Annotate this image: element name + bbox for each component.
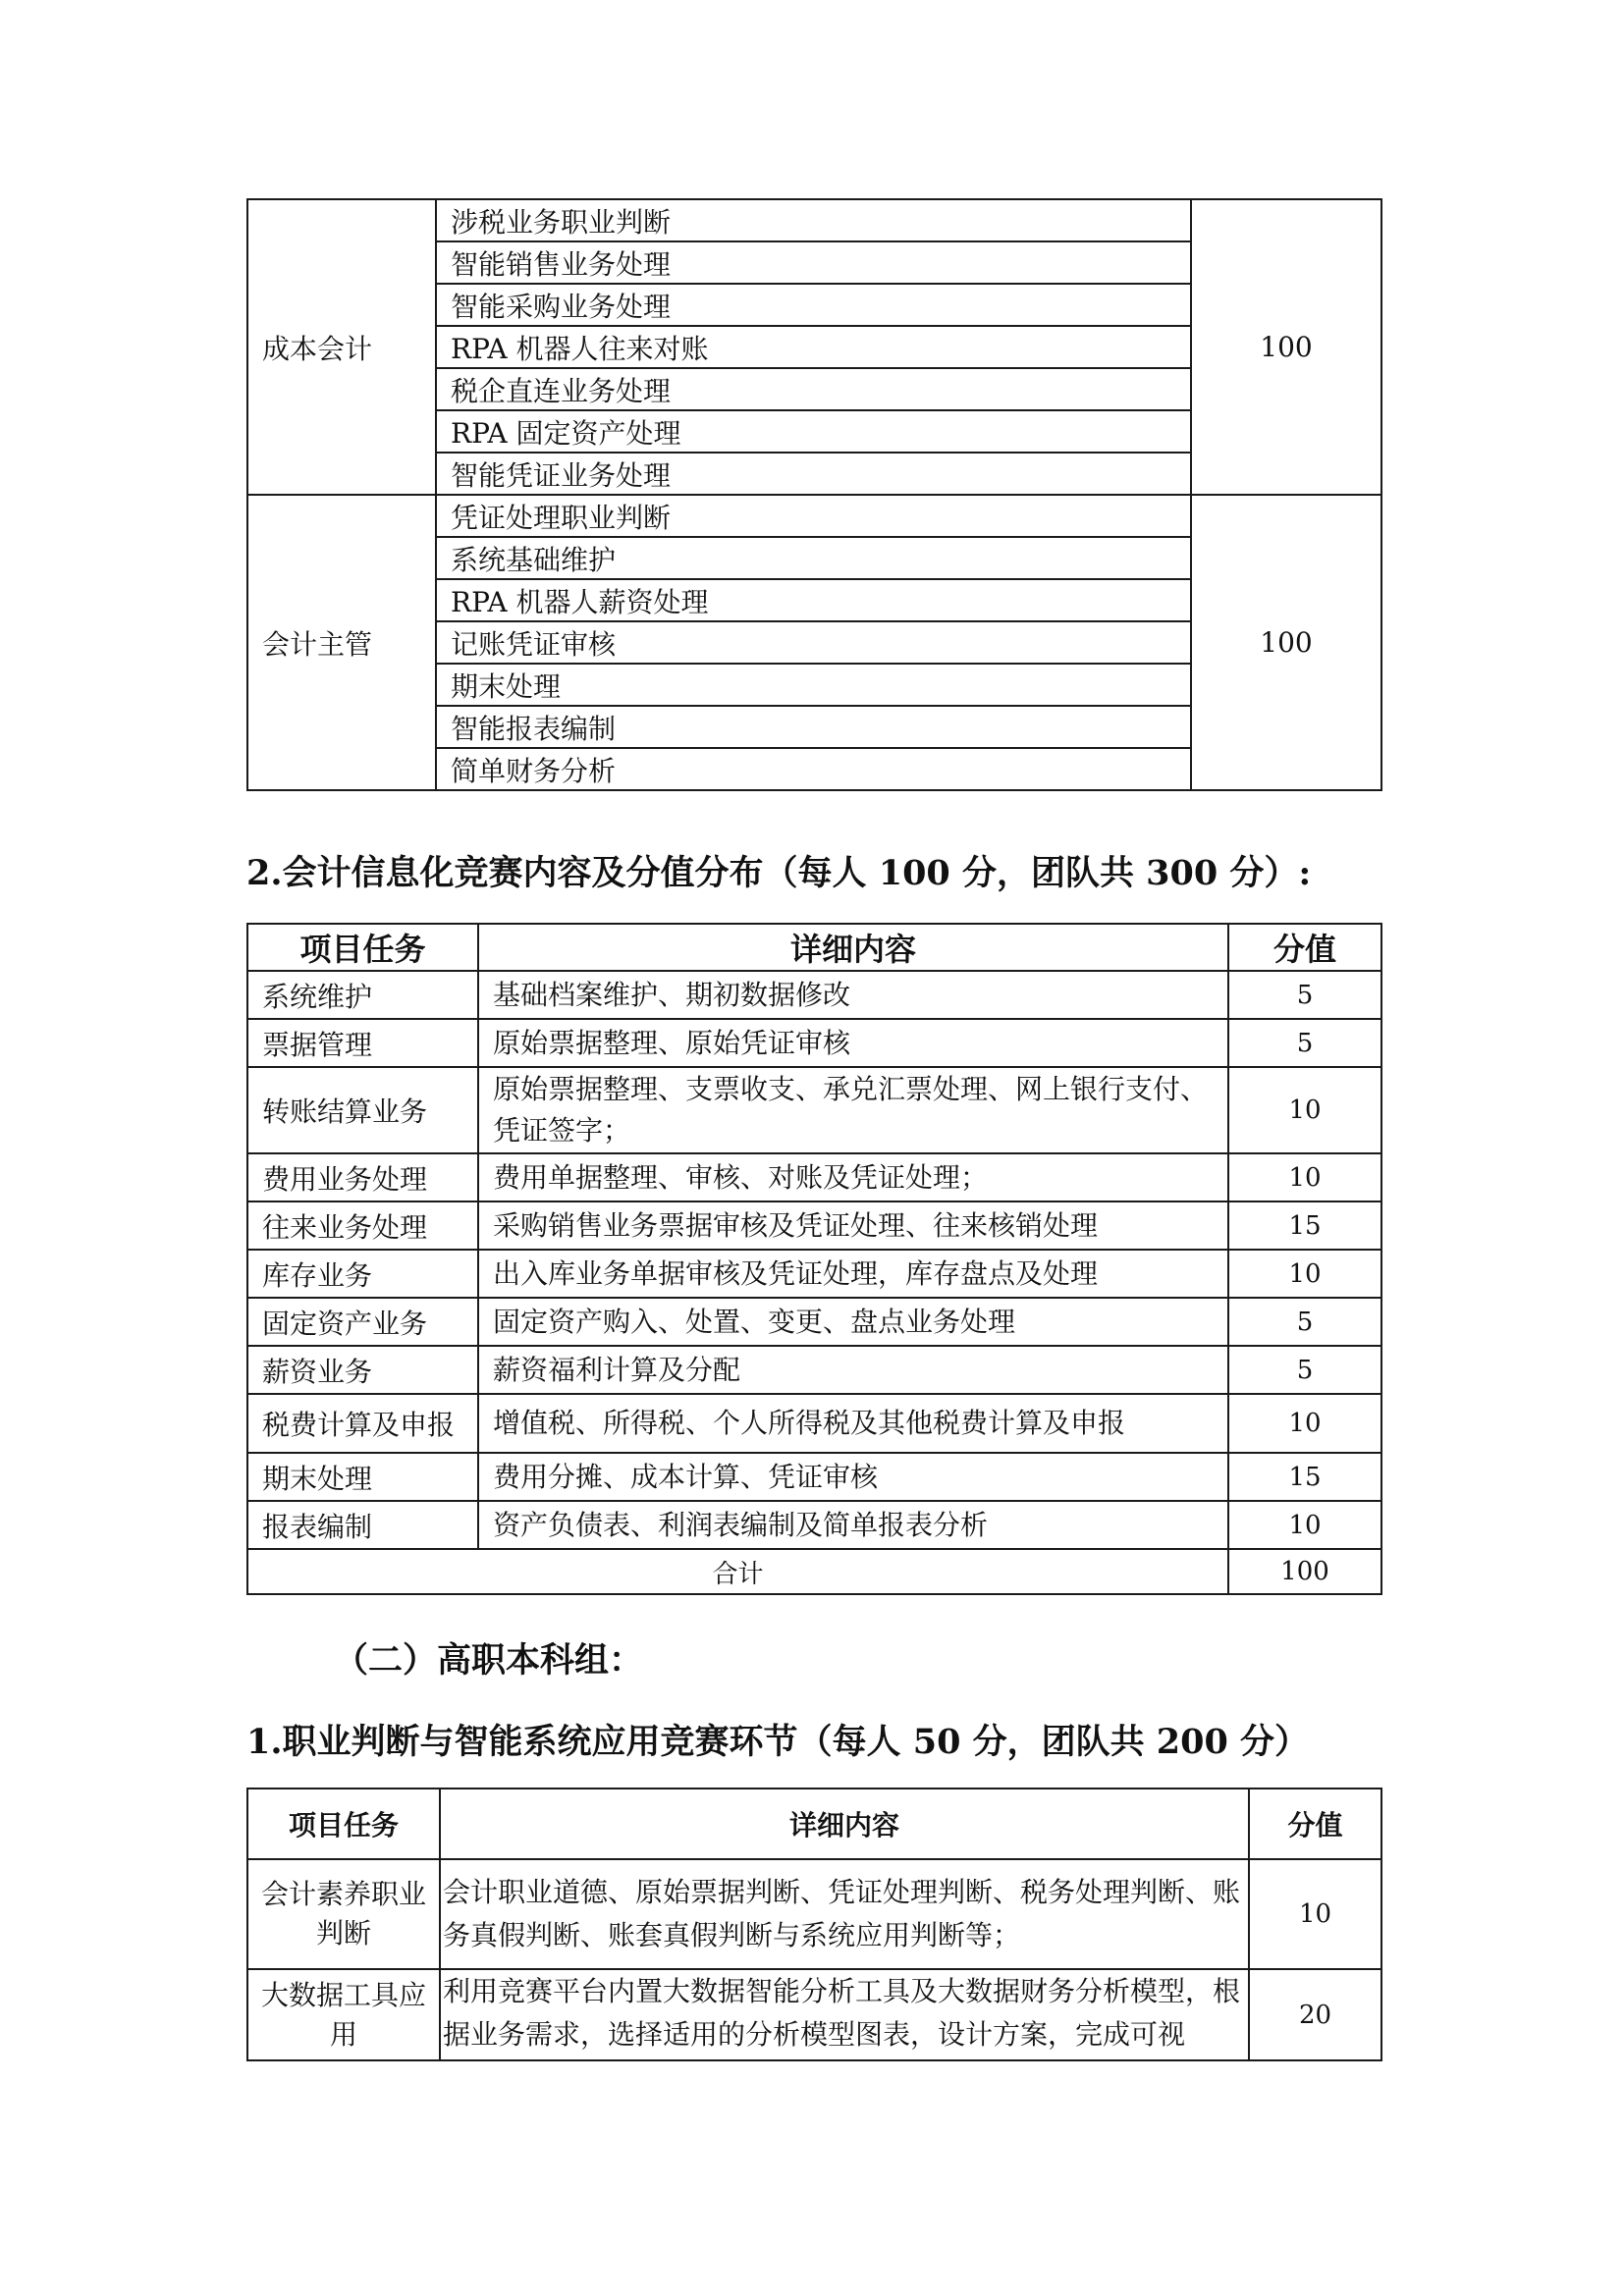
task-cell: RPA 机器人薪资处理 [436,579,1191,621]
score-cell: 15 [1228,1201,1381,1250]
task-cell: 库存业务 [247,1250,478,1298]
header-task: 项目任务 [247,924,478,971]
score-cell: 100 [1191,495,1381,790]
score-cell: 15 [1228,1453,1381,1501]
detail-cell: 增值税、所得税、个人所得税及其他税费计算及申报 [478,1394,1228,1453]
task-cell: 凭证处理职业判断 [436,495,1191,537]
detail-cell: 出入库业务单据审核及凭证处理，库存盘点及处理 [478,1250,1228,1298]
table-header-row [247,924,1381,971]
score-cell: 5 [1228,1346,1381,1394]
score-cell: 10 [1228,1394,1381,1453]
score-cell: 100 [1191,199,1381,495]
table-row [247,1067,1381,1153]
total-label: 合计 [247,1549,1228,1594]
detail-cell: 基础档案维护、期初数据修改 [478,971,1228,1019]
task-cell: 转账结算业务 [247,1067,478,1153]
table-row [247,1153,1381,1201]
detail-cell: 会计职业道德、原始票据判断、凭证处理判断、税务处理判断、账务真假判断、账套真假判断与系统应用判断等； [440,1859,1249,1969]
table-row [247,971,1381,1019]
task-cell: 税费计算及申报 [247,1394,478,1453]
score-cell: 10 [1228,1501,1381,1549]
task-cell: 费用业务处理 [247,1153,478,1201]
header-detail: 详细内容 [478,924,1228,971]
header-score: 分值 [1228,924,1381,971]
table-row [247,1501,1381,1549]
task-cell: 智能销售业务处理 [436,241,1191,284]
task-cell: 简单财务分析 [436,748,1191,790]
task-cell: 期末处理 [247,1453,478,1501]
task-cell: 薪资业务 [247,1346,478,1394]
score-cell: 5 [1228,971,1381,1019]
score-cell: 10 [1249,1859,1381,1969]
detail-cell: 费用单据整理、审核、对账及凭证处理； [478,1153,1228,1201]
section-heading-accounting-informatization: 2.会计信息化竞赛内容及分值分布（每人 100 分，团队共 300 分）: [246,853,1312,893]
score-cell: 10 [1228,1067,1381,1153]
total-score: 100 [1228,1549,1381,1594]
table-row [247,1346,1381,1394]
detail-cell: 原始票据整理、原始凭证审核 [478,1019,1228,1067]
role-task-table [246,198,1382,791]
task-cell: 大数据工具应用 [247,1969,440,2060]
task-cell: 税企直连业务处理 [436,368,1191,410]
task-cell: 期末处理 [436,664,1191,706]
task-cell: 系统维护 [247,971,478,1019]
task-cell: 往来业务处理 [247,1201,478,1250]
table-row [247,1453,1381,1501]
detail-cell: 薪资福利计算及分配 [478,1346,1228,1394]
category-cell: 成本会计 [247,199,436,495]
category-cell: 会计主管 [247,495,436,790]
detail-cell: 费用分摊、成本计算、凭证审核 [478,1453,1228,1501]
accounting-informatization-table [246,923,1382,1595]
task-cell: RPA 固定资产处理 [436,410,1191,453]
table-row [247,1250,1381,1298]
task-cell: 智能报表编制 [436,706,1191,748]
table-header-row [247,1789,1381,1859]
task-cell: 涉税业务职业判断 [436,199,1191,241]
task-cell: 固定资产业务 [247,1298,478,1346]
professional-judgment-table [246,1788,1382,2061]
task-cell: 智能凭证业务处理 [436,453,1191,495]
section-heading-undergraduate-group: （二）高职本科组： [334,1640,644,1681]
task-cell: 系统基础维护 [436,537,1191,579]
score-cell: 5 [1228,1019,1381,1067]
table-row [247,1394,1381,1453]
score-cell: 10 [1228,1153,1381,1201]
detail-cell: 固定资产购入、处置、变更、盘点业务处理 [478,1298,1228,1346]
task-cell: 会计素养职业判断 [247,1859,440,1969]
table-total-row [247,1549,1381,1594]
score-cell: 20 [1249,1969,1381,2060]
task-cell: 票据管理 [247,1019,478,1067]
table-row [247,1859,1381,1969]
task-cell: 记账凭证审核 [436,621,1191,664]
score-cell: 10 [1228,1250,1381,1298]
header-score: 分值 [1249,1789,1381,1859]
detail-cell: 原始票据整理、支票收支、承兑汇票处理、网上银行支付、凭证签字； [478,1067,1228,1153]
table-row [247,1969,1381,2060]
table-row [247,1201,1381,1250]
table-row [247,495,1381,537]
score-cell: 5 [1228,1298,1381,1346]
table-row [247,1019,1381,1067]
detail-cell: 采购销售业务票据审核及凭证处理、往来核销处理 [478,1201,1228,1250]
header-detail: 详细内容 [440,1789,1249,1859]
table-row [247,1298,1381,1346]
table-row [247,199,1381,241]
task-cell: 报表编制 [247,1501,478,1549]
header-task: 项目任务 [247,1789,440,1859]
task-cell: RPA 机器人往来对账 [436,326,1191,368]
detail-cell: 利用竞赛平台内置大数据智能分析工具及大数据财务分析模型，根据业务需求，选择适用的分析模型图表，设计方案，完成可视 [440,1969,1249,2060]
task-cell: 智能采购业务处理 [436,284,1191,326]
section-heading-professional-judgment: 1.职业判断与智能系统应用竞赛环节（每人 50 分，团队共 200 分） [246,1722,1310,1762]
detail-cell: 资产负债表、利润表编制及简单报表分析 [478,1501,1228,1549]
